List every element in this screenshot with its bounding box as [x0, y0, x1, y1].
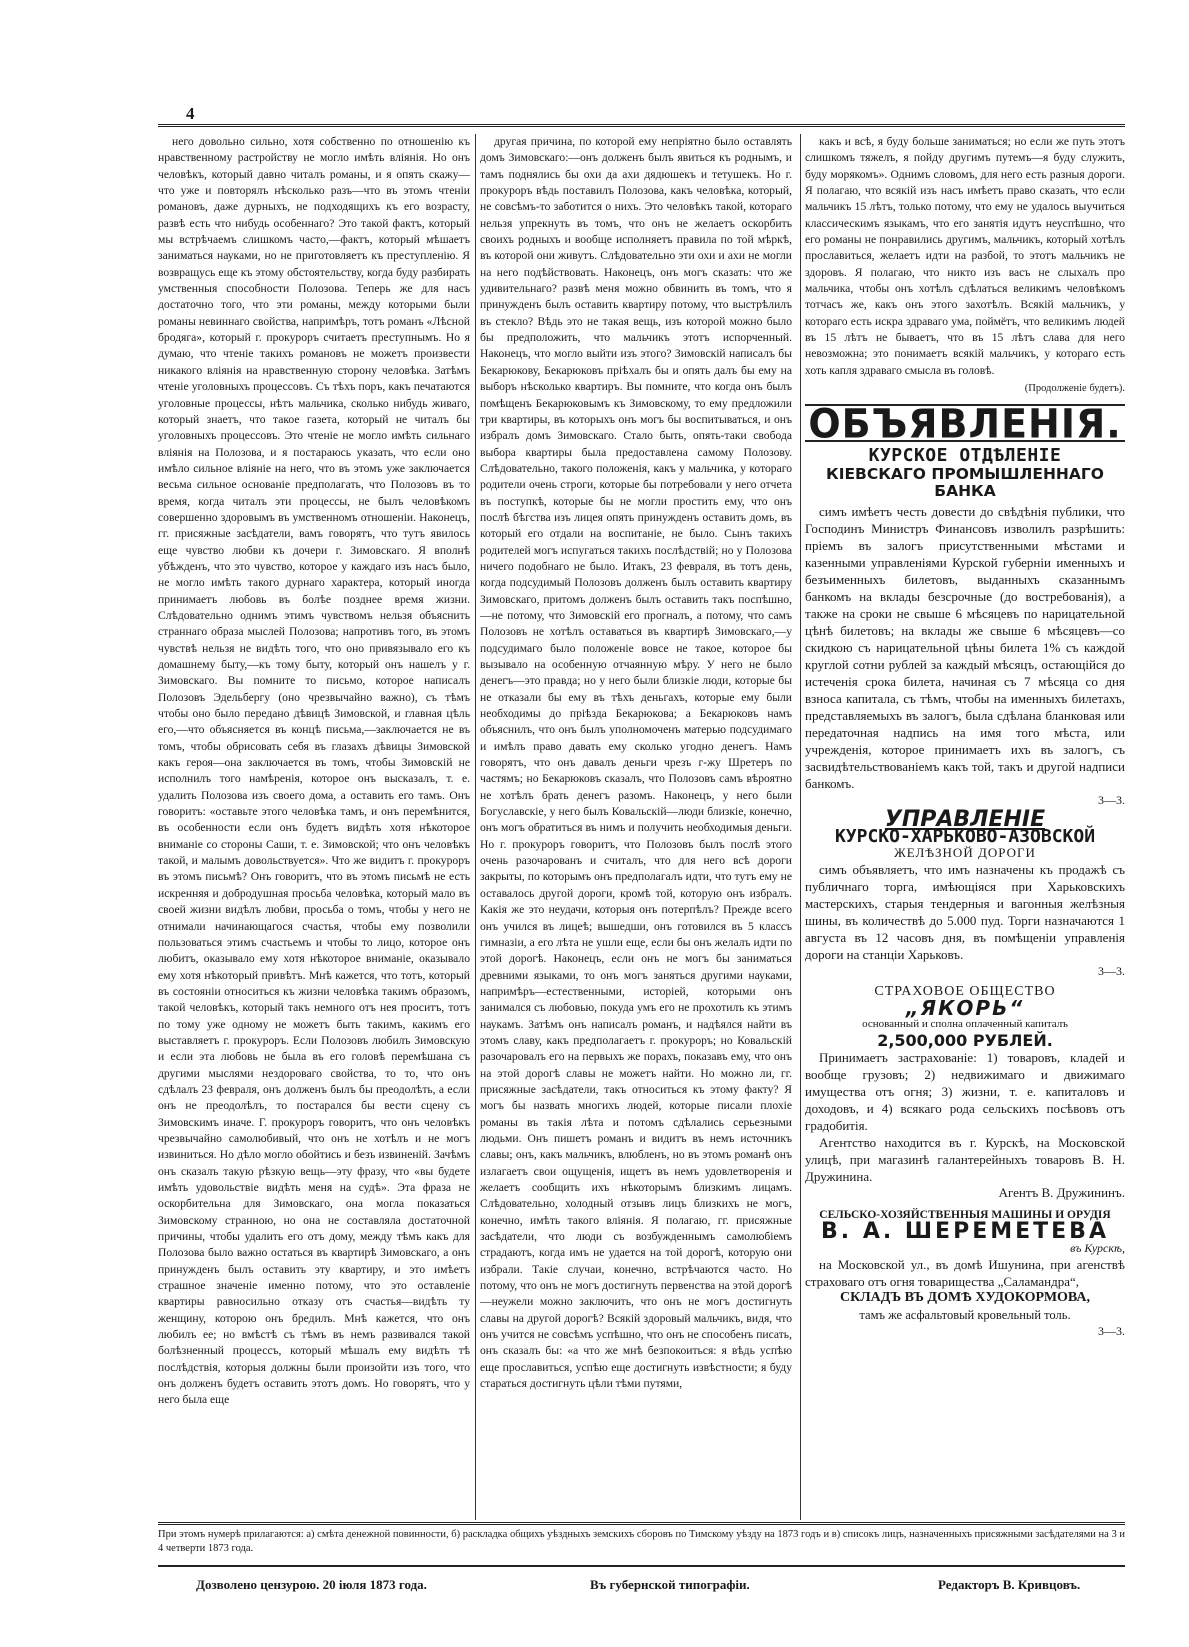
ad-machines-body-wrap	[805, 1256, 1125, 1290]
ad-machines-name: В. А. ШЕРЕМЕТЕВА	[821, 1218, 1109, 1244]
ad-bank-heading: КУРСКОЕ ОТДѢЛЕНІЕ	[868, 444, 1062, 466]
editor-note: Редакторъ В. Кривцовъ.	[938, 1577, 1081, 1592]
ad-machines-city: въ Курскѣ,	[1070, 1241, 1125, 1255]
column-2	[480, 134, 792, 1520]
ad-machines-body: на Московской ул., въ домѣ Ишунина, при агенствѣ страховаго отъ огня товарищества „Саламандра“,	[805, 1257, 1125, 1290]
ad-machines-number: 3—3.	[1098, 1324, 1125, 1339]
ad-machines-heading: СЕЛЬСКО-ХОЗЯЙСТВЕННЫЯ МАШИНЫ И ОРУДІЯ	[819, 1209, 1111, 1222]
ads-heading: ОБЪЯВЛЕНІЯ.	[808, 400, 1122, 447]
ad-insurance-body-wrap	[805, 1049, 1125, 1185]
ad-insurance-body1: Принимаетъ застрахованіе: 1) товаровъ, кладей и вообще грузовъ; 2) недвижимаго и движимаго имущества отъ огня; 3) жизни, т. е. капиталовъ и доходовъ, и 4) всякаго рода сельскихъ посѣвовъ отъ градобитія.	[805, 1049, 1125, 1133]
ad-bank	[805, 444, 1125, 808]
ad-insurance-name: „ЯКОРЬ“	[905, 995, 1025, 1020]
printer-note: Въ губернской типографіи.	[590, 1577, 750, 1592]
ad-railway-body-wrap	[805, 861, 1125, 963]
bottom-rule	[158, 1565, 1125, 1567]
col3-article-text: какъ и всѣ, я буду больше заниматься; но если же путь этотъ слишкомъ тяжелъ, я пойду другимъ путемъ—я буду служить, буду морякомъ». Однимъ словомъ, для него есть разныя дороги. Я полагаю, что всякій изъ насъ имѣетъ право сказать, что если мальчикъ 15 лѣтъ, только потому, что ему не удалось выучиться классическимъ языкамъ, что его занятія идутъ неуспѣшно, что его романы не понравились другимъ, мальчикъ, который хотѣлъ прославиться, желаетъ идти на разбой, то этотъ мальчикъ не здоровъ. Я полагаю, что никто изъ васъ не слыхалъ про мальчика, чтобы онъ хотѣлъ сдѣлаться великимъ человѣкомъ тотчасъ же, какъ онъ этого захотѣлъ. Всякій мальчикъ, у котораго есть искра здраваго ума, поймётъ, что великимъ людей въ 15 лѣтъ не бываетъ, что въ 15 лѣтъ слава для него невозможна; это понимаетъ всякій мальчикъ, у котораго есть хоть капля здраваго смысла въ головѣ.	[805, 135, 1125, 377]
ad-insurance-heading: СТРАХОВОЕ ОБЩЕСТВО	[874, 983, 1056, 999]
footnote: При этомъ нумерѣ прилагаются: а) смѣта денежной повинности, б) раскладка общихъ уѣздныхъ земскихъ сборовъ по Тимскому уѣзду на 1873 годъ и в) списокъ лицъ, назначенныхъ присяжными засѣдателями на 3 и 4 четверти 1873 года.	[158, 1529, 1125, 1554]
ad-bank-body-wrap	[805, 503, 1125, 792]
continuation-note: (Продолженіе будетъ).	[1024, 383, 1125, 395]
ad-machines-warehouse: СКЛАДЪ ВЪ ДОМѢ ХУДОКОРМОВА,	[839, 1290, 1091, 1306]
ad-railway-number: 3—3.	[1098, 964, 1125, 979]
ad-machines	[805, 1207, 1125, 1339]
ad-bank-subheading: КІЕВСКАГО ПРОМЫШЛЕННАГО БАНКА	[826, 465, 1104, 500]
ad-insurance	[805, 984, 1125, 1202]
ad-railway-heading: УПРАВЛЕНІЕ	[884, 807, 1046, 833]
ad-insurance-capital: 2,500,000 РУБЛЕЙ.	[877, 1030, 1053, 1050]
ad-insurance-line: основанный и сполна оплаченный капиталъ	[862, 1018, 1068, 1031]
ad-insurance-body2: Агентство находится въ г. Курскѣ, на Московской улицѣ, при магазинѣ галантерейныхъ товаровъ В. Н. Дружинина.	[805, 1134, 1125, 1184]
ad-railway	[805, 807, 1125, 979]
ad-insurance-agent: Агентъ В. Дружининъ.	[998, 1184, 1125, 1200]
column-divider-2	[800, 134, 801, 1520]
col1-article-text: него довольно сильно, хотя собственно по отношенію къ нравственному растройству не могло имѣть вліянія. Но онъ человѣкъ, который давно читалъ романы, и я опять скажу—что уже и повторялъ нѣсколько разъ—что въ этомъ чтеніи романовъ, даже дурныхъ, не подходящихъ къ его возрасту, развѣ есть что нибудь особеннаго? Это такой фактъ, который мы встрѣчаемъ слишкомъ часто,—фактъ, который мѣшаетъ заниматься науками, но не приготовляетъ къ преступленію. Я возвращусь еще къ этому обстоятельству, когда буду разбирать умственныя способности Полозова. Теперь же для насъ достаточно того, что эти романы, между которыми были романы невиннаго свойства, напримѣръ, тотъ романъ «Лѣсной бродяга», который г. прокуроръ считаетъ преступнымъ. Но я думаю, что чтеніе такихъ романовъ не можетъ произвести никакого вліянія на нравственную сторону человѣка. Затѣмъ чтеніе уголовныхъ процессовъ. Съ тѣхъ поръ, какъ печатаются уголовные процессы, нѣтъ мальчика, сколько нибудь живаго, который знаетъ, что такое газета, который не читалъ бы уголовныхъ процессовъ. Это чтеніе не могло имѣть сильнаго вліянія на Полозова, и я постараюсь указать, что если оно имѣло сильное вліяніе на него, что въ этомъ уже заключается весьма сильное основаніе предполагать, что Полозовъ въ то время, когда читалъ эти процессы, не былъ человѣкомъ совершенно здоровымъ въ умственномъ отношеніи. Наконецъ, гг. присяжные засѣдатели, вамъ говорятъ, что тутъ явилось еще чувство любви къ дочери г. Зимовскаго. Я вполнѣ убѣжденъ, что это чувство, которое у каждаго изъ насъ было, не могло имѣть такого дурнаго характера, который иногда принимаетъ любовь въ болѣе позднее время жизни. Слѣдовательно однимъ этимъ чувствомъ нельзя объяснить страннаго образа мыслей Полозова; напротивъ того, въ этомъ чувствѣ нельзя не видѣть того, что оно привязывало его къ домашнему быту,—къ тому быту, который онъ нашелъ у г. Зимовскаго. Вы помните то письмо, которое написалъ Полозовъ Эдельбергу (оно чрезвычайно важно), съ тѣмъ чтобы оно было передано дѣвицѣ Зимовской, и главная цѣль его,—что объясняется въ концѣ письма,—заключается не въ томъ, чтобы обрисовать себя въ глазахъ дѣвицы Зимовской какъ героя—она заключается въ томъ, чтобы Зимовскій не исполнилъ того намѣренія, которое онъ высказалъ, т. е. удалить Полозова изъ своего дома, а оставить его тамъ. Онъ говоритъ: «оставьте этого человѣка тамъ, и онъ перемѣнится, въ особенности если онъ будетъ видѣть хотя нѣкоторое вниманіе со стороны Саши, т. е. Зимовской; что онъ человѣкъ такой, и малымъ довольствуется». Что же видитъ г. прокуроръ въ этомъ письмѣ? Онъ говоритъ, что въ этомъ письмѣ не есть искренняя и добродушная просьба человѣка, который мало въ своей жизни видѣлъ любви, просьба о томъ, чтобы у него не отнимали начинающагося счастья, чтобы ему позволили пользоваться этимъ счастьемъ и чтобы то лицо, которое онъ любитъ, оказывало ему хотя нѣкоторое вниманіе, оказывало ему хотя нѣкоторый привѣтъ. Мнѣ кажется, что тотъ, который въ состояніи относиться къ жизни человѣка такимъ образомъ, такой человѣкъ, который такъ немного отъ нея проситъ, тотъ по тому уже одному не можетъ быть такимъ, какимъ его выставляетъ г. прокуроръ. Если Полозовъ любилъ Зимовскую и если эта любовь не была въ его головѣ перемѣшана съ другими мыслями нездороваго свойства, то то, что онъ сдѣлалъ 23 февраля, онъ долженъ былъ бы преодолѣть, а если онъ не преодолѣлъ, то постарался бы вести сцену съ Зимовскимъ иначе. Г. прокуроръ говоритъ, что онъ человѣкъ чрезвычайно самолюбивый, что онъ не хотѣлъ и не могъ извиниться. Но дѣло могло обойтись и безъ извиненій. Зачѣмъ онъ сказалъ такую рѣзкую вещь—эту фразу, что «вы будете имѣть удовольствіе видѣть меня на судѣ». Эта фраза не оскорбительна для Зимовскаго, она могла показаться Зимовскому странною, но она не составляла достаточной причины, чтобы удалить его отъ дому, между тѣмъ какъ для Полозова было важно остаться въ квартирѣ Зимовскаго, а онъ принужденъ былъ оставить эту квартиру, и это имѣетъ страшное значеніе именно потому, что это оставленіе квартиры равносильно отказу отъ счастья—видѣть ту женщину, которою онъ бредилъ. Мнѣ кажется, что онъ любилъ ее; но вмѣстѣ съ тѣмъ въ немъ развивался такой болѣзненный процессъ, который мѣшалъ ему видѣть тѣ послѣдствія, которыя должны были произойти изъ того, что онъ долженъ будетъ оставить этотъ домъ. Но говорятъ, что у него была еще	[158, 135, 470, 1407]
ad-bank-body: симъ имѣетъ честь довести до свѣдѣнія публики, что Господинъ Министръ Финансовъ изволилъ разрѣшить: пріемъ въ залогъ присутственными мѣстами и казенными управленіями Курской губерніи именныхъ и безъименныхъ билетовъ, выданныхъ сказаннымъ банкомъ на вклады безсрочные (до востребованія), а также на сроки не свыше 6 мѣсяцевъ по нарицательной цѣнѣ билетовъ; на вклады же свыше 6 мѣсяцевъ—со скидкою съ нарицательной цѣны билета 1% съ каждой круглой сотни рублей за каждый мѣсяцъ, остающійся до истеченія срока билета, начиная съ 7 мѣсяца со дня взноса капитала, съ тѣмъ, чтобы на именныхъ билетахъ, представляемыхъ въ залогъ, была сдѣлана бланковая или передаточная надпись на имя того мѣста, или учрежденія, которое принимаетъ ихъ въ залогъ, съ засвидѣтельствованіемъ какъ той, такъ и другой надписи банкомъ.	[805, 503, 1125, 791]
col2-article-text: другая причина, по которой ему непріятно было оставлять домъ Зимовскаго:—онъ долженъ былъ явиться къ роднымъ, и тамъ поднялись бы охи да ахи дядюшекъ и тетушекъ. Но г. прокуроръ вѣдь поставилъ Полозова, какъ человѣка, который, не совсѣмъ-то заботится о нихъ. Это человѣкъ такой, котораго нельзя упрекнуть въ томъ, что онъ не желаетъ оскорбить своихъ родныхъ и вообще исполняетъ правила по той мѣркѣ, въ которой они живутъ. Слѣдовательно эти охи и ахи не могли на него подѣйствовать. Наконецъ, онъ могъ сказать: что же удивительнаго? развѣ меня можно обвинить въ томъ, что я принужденъ былъ оставить квартиру потому, что выстрѣлилъ въ стекло? Вѣдь это не такая вещь, изъ которой можно было бы предположить, что мальчикъ этотъ испорченный. Наконецъ, что могло выйти изъ этого? Зимовскій написалъ бы Бекарюкову, Бекарюковъ пріѣхалъ бы и опять далъ бы ему на выборъ нѣсколько квартиръ. Вы помните, что когда онъ былъ помѣщенъ Бекарюковымъ къ Зимовскому, то ему предложили три квартиры, въ которыхъ онъ могъ бы воспитываться, и онъ избралъ домъ Зимовскаго. Стало быть, опять-таки свобода выбора квартиры была предоставлена самому Полозову. Слѣдовательно, такого положенія, какъ у мальчика, у котораго родители очень строги, которые бы потребовали у него отчета въ поступкѣ, которые бы не могли простить ему, что онъ послѣ бѣгства изъ лицея опять принужденъ оставить домъ, въ который его отдали на воспитаніе, не было. Сынъ такихъ родителей могъ испугаться такихъ послѣдствій; но у Полозова ничего подобнаго не было. Итакъ, 23 февраля, въ тотъ день, когда подсудимый Полозовъ долженъ былъ оставить квартиру Зимовскаго, притомъ долженъ былъ оставить такъ поспѣшно,—не потому, что Зимовскій его прогналъ, а потому, что самъ Полозовъ не хотѣлъ оставаться въ квартирѣ Зимовскаго,—у подсудимаго было положеніе вовсе не такое, которое бы вызывало на особенную отчаянную мѣру. У него не было денегъ—это правда; но у него были близкіе люди, которые бы не отказали бы ему въ тѣхъ деньгахъ, которые ему были необходимы до пріѣзда Бекарюкова; а Бекарюковъ намъ объяснилъ, что онъ былъ уполномоченъ матерью подсудимаго и имѣлъ право давать ему сколько угодно денегъ. Намъ говорятъ, что онъ давалъ деньги чрезъ г-жу Шретеръ по частямъ; но Бекарюковъ сказалъ, что Полозовъ самъ вѣроятно не хотѣлъ брать денегъ разомъ. Наконецъ, у него были Богуславскіе, у него былъ Ковальскій—люди близкіе, конечно, онъ могъ обратиться въ нимъ и получить необходимыя деньги. Но г. прокуроръ говоритъ, что Полозовъ былъ послѣ этого очень разочарованъ и считалъ, что для него всѣ дороги закрыты, по которымъ онъ предполагалъ идти, что тутъ ему не оставалось другой дороги, кромѣ той, которую онъ избралъ. Какія же это неудачи, которыя онъ потерпѣлъ? Прежде всего онъ учился въ лицеѣ; вышедши, онъ готовился въ 5 классъ гимназіи, а его лѣта не ушли еще, если бы онъ желалъ идти по этой дорогѣ. Наконецъ, если онъ не могъ бы заниматься древними языками, то онъ могъ заняться другими науками, напримѣръ—естественными, исторіей, которыми онъ занимался съ любовью, покуда умъ его не прохотилъ къ этимъ наукамъ. Затѣмъ онъ написалъ романъ, и надѣялся найти въ этомъ славу, какъ предполагаетъ г. прокуроръ; но Ковальскій разочаровалъ его на первыхъ же порахъ, показавъ ему, что онъ на этой дорогѣ славы не можетъ найти. Но можно ли, гг. присяжные засѣдатели, такъ относиться къ этому факту? Я могъ бы назвать многихъ людей, которые писали плохіе романы въ такія лѣта и потомъ сдѣлались серьезными людьми. Онъ пишетъ романъ и видитъ въ немъ источникъ славы; онъ, какъ мальчикъ, влюбленъ, но въ этомъ романѣ онъ излагаетъ свои ощущенія, ищетъ въ немъ удовлетворенія и желаетъ сообщить ихъ нѣкоторымъ близкимъ лицамъ. Слѣдовательно, холодный отзывъ лицъ близкихъ не могъ, конечно, имѣть такого вліянія. Я полагаю, гг. присяжные засѣдатели, что люди съ возбужденнымъ самолюбіемъ страдаютъ, когда имъ не удается на той дорогѣ, которую они избрали. Такіе случаи, конечно, встрѣчаются часто. Но потому, что онъ не могъ достигнуть первенства на этой дорогѣ—неужели можно заключить, что онъ не могъ достигнуть славы на другой дорогѣ? Всякій здоровый мальчикъ, видя, что онъ учится не совсѣмъ успѣшно, что онъ не способенъ писать, онъ сказалъ бы: «а что же мнѣ безпокоиться: я вѣдь успѣю еще прославиться, успѣю еще достигнуть извѣстности; я буду стараться достигнуть цѣли тѣми путями,	[480, 135, 792, 1391]
ad-machines-tail: тамъ же асфальтовый кровельный толь.	[859, 1307, 1071, 1322]
column-3	[805, 134, 1125, 1520]
top-rule	[158, 124, 1125, 127]
ad-railway-body: симъ объявляетъ, что имъ назначены къ продажѣ съ публичнаго торга, имѣющіяся при Харьковскихъ мастерскихъ, старыя тендерныя и вагонныя желѣзныя шины, въ количествѣ до 5.000 пуд. Торги назначаются 1 августа въ 12 часовъ дня, въ помѣщеніи управленія дороги на станціи Харьковъ.	[805, 862, 1125, 963]
footnote-rule	[158, 1522, 1125, 1525]
ad-railway-line: ЖЕЛѢЗНОЙ ДОРОГИ	[894, 844, 1036, 860]
column-1	[158, 134, 470, 1520]
column-divider-1	[475, 134, 476, 1520]
ad-bank-number: 3—3.	[1098, 792, 1125, 807]
page-number: 4	[186, 104, 195, 123]
censorship-note: Дозволено цензурою. 20 іюля 1873 года.	[196, 1577, 427, 1592]
ad-railway-subheading: КУРСКО-ХАРЬКОВО-АЗОВСКОЙ	[834, 825, 1096, 847]
